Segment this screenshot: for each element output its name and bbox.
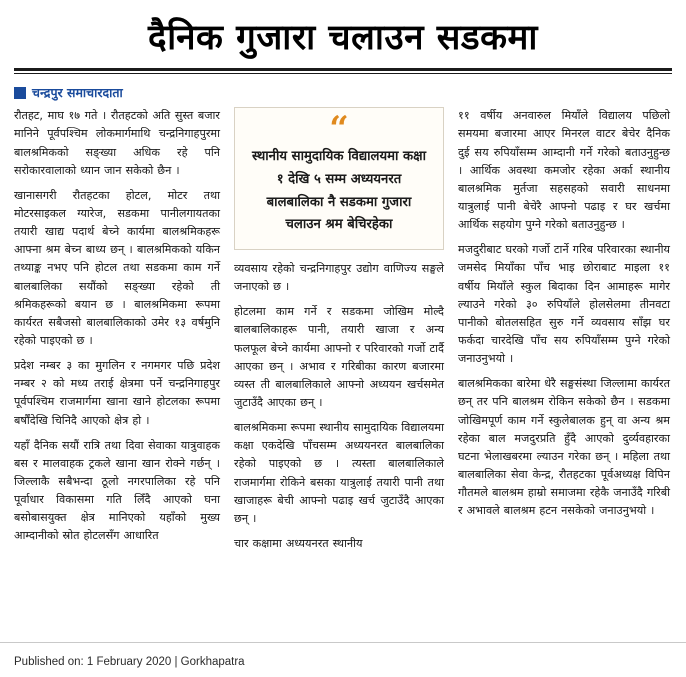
- pull-quote-text: स्थानीय सामुदायिक विद्यालयमा कक्षा १ देखि ५ सम्म अध्ययनरत बालबालिका नै सडकमा गुजारा चलाउन श्रम बेचिरहेका: [251, 149, 427, 233]
- paragraph: ११ वर्षीय अनवारुल मियाँले विद्यालय पछिलो समयमा बजारमा आएर मिनरल वाटर बेचेर दैनिक दुई सय रुपियाँसम्म आम्दानी गर्ने गरेको बताउनुहुन्छ । आर्थिक अवस्था कमजोर रहेका अर्का स्थानीय बालश्रमिक मुर्तजा सहसहको सवारी साधनमा यात्रुलाई पानी बेचेरै आफ्नो पढाइ र घर खर्चमा आर्थिक सहयोग पुग्ने गरेको बताउनुहुन्छ ।: [458, 109, 670, 232]
- paragraph: बालश्रमिकका बारेमा धेरै सङ्घसंस्था जिल्लामा कार्यरत छन् तर पनि बालश्रम रोकिन सकेको छैन । सडकमा जोखिमपूर्ण काम गर्ने स्कुलेबालक हुन् वा अन्य श्रम रहेका बाल मजदुरप्रति हुँदै आएको दुर्व्यवहारका घटना भेलाखबरमा ल्याउन गरेका छन् । महिला तथा बालबालिका सेवा केन्द्र, रौतहटका पूर्वअध्यक्ष विपिन गौतमले बालश्रम हाम्रो समाजमा रहेकै जनाउँदै गरिबी र अभावले बालश्रम हटन नसकेको जनाउनुभयो ।: [458, 377, 670, 518]
- page-title: दैनिक गुजारा चलाउन सडकमा: [147, 18, 539, 58]
- paragraph: होटलमा काम गर्ने र सडकमा जोखिम मोल्दै बालबालिकाहरू पानी, तयारी खाजा र अन्य फलफूल बेच्ने कार्यमा आफ्नो र परिवारको गर्जो टार्दै आएका छन् । अभाव र गरिबीका कारण बजारमा व्यस्त ती बालबालिकाले आफ्नो अध्ययन खर्चसमेत जुटाउँदै आएका छन् ।: [234, 305, 444, 410]
- quote-mark-icon: “: [329, 109, 349, 150]
- paragraph: चार कक्षामा अध्ययनरत स्थानीय: [234, 537, 363, 551]
- column-left: [14, 107, 220, 552]
- column-middle: [234, 107, 444, 560]
- pull-quote: [234, 107, 444, 250]
- paragraph: मजदुरीबाट घरको गर्जो टार्ने गरिब परिवारका स्थानीय जमसेद मियाँका पाँच भाइ छोराबाट माइला ११ वर्षीय मियाँले स्कुल बिदाका दिन आमाहरू मागेर ल्याउने गरेको ३० रुपियाँले होलसेलमा तीनवटा पानीको बोतलसहित सुरु गर्ने व्यवसाय साँझ घर फर्कदा चारदेखि पाँच सय रुपियाँसम्म पुग्ने गरेको जनाउनुभयो ।: [458, 243, 670, 366]
- byline-text: चन्द्रपुर समाचारदाता: [32, 85, 123, 101]
- header-rule-thick: [14, 68, 672, 71]
- byline: [14, 84, 672, 101]
- paragraph: खानासगरी रौतहटका होटल, मोटर तथा मोटरसाइकल ग्यारेज, सडकमा पानीलगायतका तयारी खाद्य पदार्थ बेच्ने कार्यमा बालश्रमिकहरू आफ्ना श्रम बेच्न बाध्य छन् । बालश्रमिकको यकिन तथ्याङ्क नभए पनि होटल तथा सडकमा काम गर्ने बालबालिका सयौंको सङ्ख्या रहेको ती श्रमिकहरूको बयान छ । बालश्रमिकमा रूपमा कार्यरत सबैजसो बालबालिकाको उमेर १३ वर्षमुनि रहेको पाइएको छ ।: [14, 188, 220, 347]
- article-columns: [14, 107, 672, 627]
- header-rule-thin: [14, 73, 672, 74]
- paragraph: यहाँ दैनिक सयौं रात्रि तथा दिवा सेवाका यात्रुवाहक बस र मालवाहक ट्रकले खाना खान रोक्ने गर्छन् । जिल्लाकै सबैभन्दा ठूलो नगरपालिका रहे पनि पूर्वाधार विकासमा गति लिँदै आएको घना बसोबासयुक्त क्षेत्र मानिएको यहाँको मुख्य आम्दानीको स्रोत होटलसँग आधारित: [14, 438, 220, 543]
- column-right: [458, 107, 670, 527]
- footer: [0, 642, 686, 677]
- byline-marker-icon: [14, 87, 26, 99]
- paragraph: व्यवसाय रहेको चन्द्रनिगाहपुर उद्योग वाणिज्य सङ्घले जनाएको छ ।: [234, 262, 444, 294]
- paragraph: रौतहट, माघ १७ गते । रौतहटको अति सुस्त बजार मानिने पूर्वपश्चिम लोकमार्गमाथि चन्द्रनिगाहपुरमा बालश्रमिकको सङ्ख्या अधिक रहे पनि सरोकारवालाको ध्यान जान सकेको छैन ।: [14, 109, 220, 177]
- publication-info: Published on: 1 February 2020 | Gorkhapatra: [14, 656, 245, 668]
- paragraph: बालश्रमिकमा रूपमा स्थानीय सामुदायिक विद्यालयमा कक्षा एकदेखि पाँचसम्म अध्ययनरत बालबालिका रहेको पाइएको छ । त्यस्ता बालबालिकाले राजमार्गमा रोकिने बसका यात्रुलाई तयारी पानी तथा खाजाहरू बेची आफ्नो पढाइ खर्च जुटाउँदै आएका छन् ।: [234, 421, 444, 525]
- paragraph: प्रदेश नम्बर ३ का मुगलिन र नगमगर पछि प्रदेश नम्बर २ को मध्य तराई क्षेत्रमा पर्ने चन्द्रनिगाहपुर पूर्वपश्चिम राजमार्गमा खाना खाने होटलका रूपमा बर्षौंदेखि चिनिदै आएको क्षेत्र हो ।: [14, 359, 220, 427]
